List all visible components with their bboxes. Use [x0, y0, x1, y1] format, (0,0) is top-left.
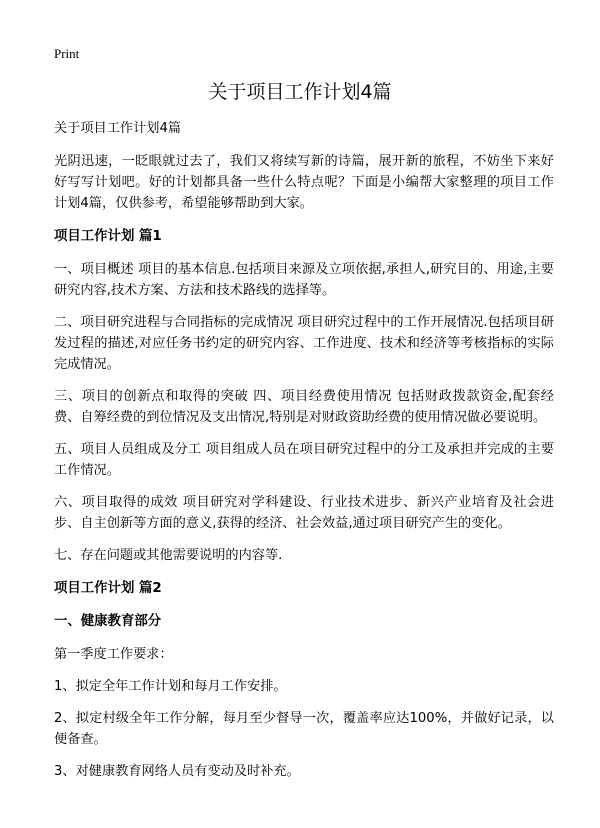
section2-subheading: 一、健康教育部分: [54, 614, 162, 629]
section1-paragraph-2: 二、项目研究进程与合同指标的完成情况 项目研究过程中的工作开展情况.包括项目研发过程的描述,对应任务书约定的研究内容、工作进度、技术和经济等考核指标的实际完成情况。: [54, 315, 554, 372]
section1-heading: 项目工作计划 篇1: [54, 229, 162, 244]
section1-paragraph-1: 一、项目概述 项目的基本信息.包括项目来源及立项依据,承担人,研究目的、用途,主要研究内容,技术方案、方法和技术路线的选择等。: [54, 262, 554, 298]
intro-paragraph: 光阴迅速，一眨眼就过去了，我们又将续写新的诗篇，展开新的旅程，不妨坐下来好好写写计划吧。好的计划都具备一些什么特点呢？下面是小编帮大家整理的项目工作计划4篇，仅供参考，希望能够帮助到大家。: [54, 154, 554, 211]
document-subtitle: 关于项目工作计划4篇: [54, 121, 182, 136]
section2-paragraph-2: 1、拟定全年工作计划和每月工作安排。: [54, 679, 287, 694]
section1-paragraph-5: 六、项目取得的成效 项目研究对学科建设、行业技术进步、新兴产业培育及社会进步、自主创新等方面的意义,获得的经济、社会效益,通过项目研究产生的变化。: [54, 495, 554, 531]
print-label: Print: [54, 46, 80, 61]
document-title: 关于项目工作计划4篇: [208, 81, 392, 103]
section2-paragraph-1: 第一季度工作要求：: [54, 647, 173, 662]
section1-paragraph-4: 五、项目人员组成及分工 项目组成人员在项目研究过程中的分工及承担并完成的主要工作情况。: [54, 442, 554, 478]
section2-heading: 项目工作计划 篇2: [54, 581, 162, 596]
section1-paragraph-6: 七、存在问题或其他需要说明的内容等.: [54, 548, 283, 563]
section2-paragraph-4: 3、对健康教育网络人员有变动及时补充。: [54, 764, 300, 779]
section2-paragraph-3: 2、拟定村级全年工作分解，每月至少督导一次，覆盖率应达100%，并做好记录，以便备查。: [54, 711, 554, 747]
document-body: [54, 118, 554, 782]
section1-paragraph-3: 三、项目的创新点和取得的突破 四、项目经费使用情况 包括财政拨款资金,配套经费、自筹经费的到位情况及支出情况,特别是对财政资助经费的使用情况做必要说明。: [54, 389, 554, 425]
